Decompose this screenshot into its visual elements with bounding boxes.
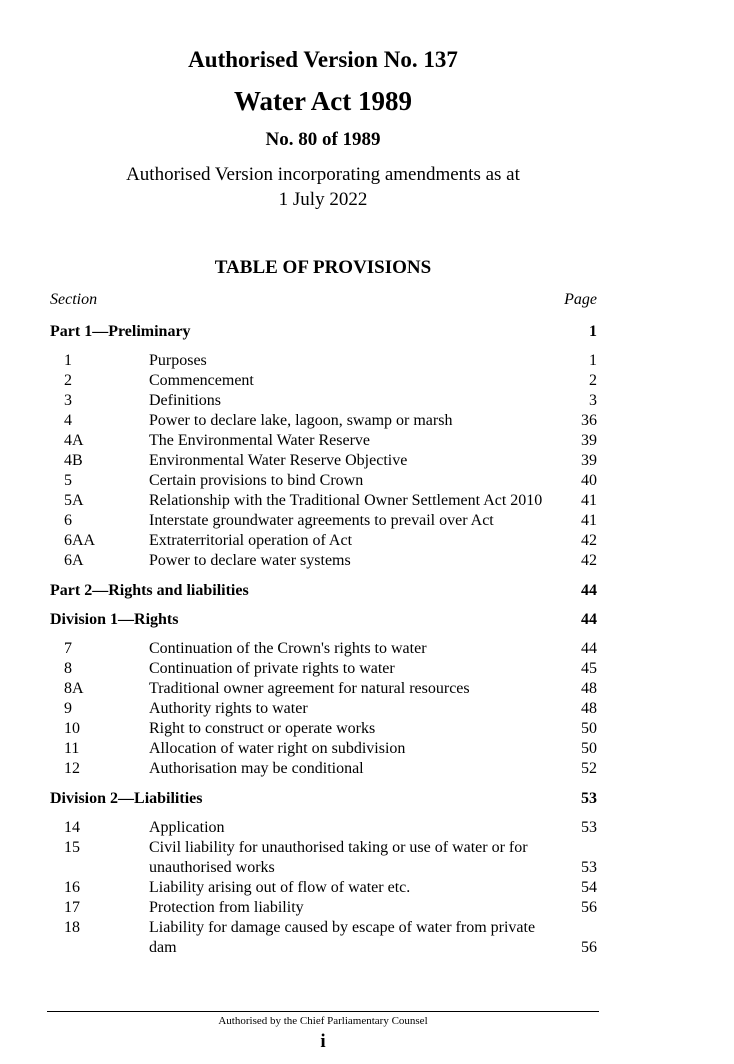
toc-entry-page: 53 xyxy=(581,819,597,836)
toc-entry-number: 11 xyxy=(64,740,80,757)
toc-entry-page: 2 xyxy=(589,372,597,389)
toc-heading xyxy=(50,581,597,601)
toc-entry-number: 5A xyxy=(64,492,84,509)
toc-entry-number: 7 xyxy=(64,640,72,657)
toc-entry-number: 4A xyxy=(64,432,84,449)
toc-entry xyxy=(50,551,597,571)
toc-entry-title: Liability for damage caused by escape of water from private dam xyxy=(149,919,536,956)
toc-entry-title: Allocation of water right on subdivision xyxy=(149,740,406,757)
toc-entry xyxy=(50,878,597,898)
toc-heading xyxy=(50,322,597,342)
toc-entry-title: Liability arising out of flow of water etc. xyxy=(149,879,411,896)
toc-entry-number: 8 xyxy=(64,660,72,677)
toc-entry-number: 4 xyxy=(64,412,72,429)
toc-entry-page: 48 xyxy=(581,680,597,697)
toc-heading-page: 1 xyxy=(589,323,597,340)
toc-entry-title: Definitions xyxy=(149,392,221,409)
toc-heading-title: Division 1—Rights xyxy=(50,611,179,628)
toc-entry xyxy=(50,391,597,411)
toc-entry-group xyxy=(50,351,597,571)
toc-entry-title: Civil liability for unauthorised taking or use of water or for unauthorised works xyxy=(149,839,528,876)
toc-heading xyxy=(50,789,597,809)
toc-entry xyxy=(50,838,597,878)
toc-entry xyxy=(50,739,597,759)
toc-entry-number: 3 xyxy=(64,392,72,409)
toc-entry-number: 4B xyxy=(64,452,83,469)
toc-entry-number: 15 xyxy=(64,839,80,856)
act-number: No. 80 of 1989 xyxy=(265,129,381,150)
toc-heading-title: Part 1—Preliminary xyxy=(50,323,191,340)
toc-heading-title: Part 2—Rights and liabilities xyxy=(50,582,249,599)
toc-title: TABLE OF PROVISIONS xyxy=(214,257,432,278)
toc-entry-page: 44 xyxy=(581,640,597,657)
toc-entry-number: 16 xyxy=(64,879,80,896)
toc-heading-page: 44 xyxy=(581,611,597,628)
toc-entry-title: Certain provisions to bind Crown xyxy=(149,472,364,489)
toc-entry-page: 36 xyxy=(581,412,597,429)
toc-entry-number: 5 xyxy=(64,472,72,489)
toc-entry xyxy=(50,699,597,719)
toc-entry-title: The Environmental Water Reserve xyxy=(149,432,370,449)
toc-entry xyxy=(50,531,597,551)
toc-entry-number: 17 xyxy=(64,899,80,916)
toc-entry xyxy=(50,491,597,511)
toc-entry-title: Environmental Water Reserve Objective xyxy=(149,452,408,469)
toc-entry-page: 42 xyxy=(581,532,597,549)
toc-entry-title: Continuation of the Crown's rights to water xyxy=(149,640,427,657)
toc-entry xyxy=(50,371,597,391)
toc-entry-title: Relationship with the Traditional Owner Settlement Act 2010 xyxy=(149,492,543,509)
footer-rule xyxy=(47,1011,599,1012)
section-column-header: Section xyxy=(50,291,98,308)
toc-entry xyxy=(50,431,597,451)
toc-entry-page: 45 xyxy=(581,660,597,677)
toc-entry-number: 6AA xyxy=(64,532,96,549)
toc-entry-title: Purposes xyxy=(149,352,207,369)
toc-entry-title: Traditional owner agreement for natural resources xyxy=(149,680,470,697)
toc-entry xyxy=(50,351,597,371)
toc-entry-page: 3 xyxy=(589,392,597,409)
toc-entry xyxy=(50,719,597,739)
toc-entry-number: 18 xyxy=(64,919,80,936)
toc-entry-page: 56 xyxy=(581,939,597,956)
toc-entry-number: 10 xyxy=(64,720,80,737)
toc-entry-page: 48 xyxy=(581,700,597,717)
toc-entry-page: 1 xyxy=(589,352,597,369)
page-column-header: Page xyxy=(564,291,597,308)
toc-entry-page: 42 xyxy=(581,552,597,569)
toc-entry-number: 2 xyxy=(64,372,72,389)
toc-entry-number: 6A xyxy=(64,552,84,569)
toc-entry-number: 1 xyxy=(64,352,72,369)
toc-entry-page: 39 xyxy=(581,432,597,449)
toc-entry xyxy=(50,471,597,491)
toc-entry-title: Power to declare lake, lagoon, swamp or marsh xyxy=(149,412,453,429)
toc-entry xyxy=(50,759,597,779)
toc-entry-title: Application xyxy=(149,819,225,836)
toc-entry-number: 12 xyxy=(64,760,80,777)
incorporating-line-2: 1 July 2022 xyxy=(278,189,368,210)
toc-entry-title: Extraterritorial operation of Act xyxy=(149,532,353,549)
toc-entry xyxy=(50,818,597,838)
toc-entry-page: 50 xyxy=(581,720,597,737)
toc-entry-title: Commencement xyxy=(149,372,254,389)
toc-entry xyxy=(50,639,597,659)
toc-entry-title: Power to declare water systems xyxy=(149,552,351,569)
toc-entry-number: 9 xyxy=(64,700,72,717)
toc-entry-page: 53 xyxy=(581,859,597,876)
toc-entry-page: 41 xyxy=(581,492,597,509)
toc-entry xyxy=(50,659,597,679)
toc-entry-group xyxy=(50,639,597,779)
toc-entry-title: Continuation of private rights to water xyxy=(149,660,395,677)
toc-heading-page: 44 xyxy=(581,582,597,599)
toc-entry-title: Interstate groundwater agreements to prevail over Act xyxy=(149,512,494,529)
toc-entry-page: 50 xyxy=(581,740,597,757)
toc-entry-page: 54 xyxy=(581,879,597,896)
toc-entry-page: 40 xyxy=(581,472,597,489)
page-folio: i xyxy=(320,1031,326,1052)
toc-entry-number: 14 xyxy=(64,819,80,836)
toc-entry-number: 6 xyxy=(64,512,72,529)
toc-entry xyxy=(50,511,597,531)
toc-heading-page: 53 xyxy=(581,790,597,807)
toc-entry-number: 8A xyxy=(64,680,84,697)
toc-entry-page: 52 xyxy=(581,760,597,777)
toc-entry-group xyxy=(50,818,597,958)
act-title: Water Act 1989 xyxy=(234,86,412,116)
toc-entry-page: 56 xyxy=(581,899,597,916)
toc-entry-title: Right to construct or operate works xyxy=(149,720,376,737)
incorporating-note xyxy=(0,162,646,212)
toc-entry xyxy=(50,918,597,958)
toc-entry-page: 41 xyxy=(581,512,597,529)
toc-heading-title: Division 2—Liabilities xyxy=(50,790,203,807)
toc-entry-title: Authorisation may be conditional xyxy=(149,760,364,777)
toc-entry-page: 39 xyxy=(581,452,597,469)
footer-authorised-by: Authorised by the Chief Parliamentary Counsel xyxy=(218,1015,428,1027)
toc-entry xyxy=(50,898,597,918)
toc-entry-title: Authority rights to water xyxy=(149,700,308,717)
toc-entry xyxy=(50,451,597,471)
toc-entry xyxy=(50,679,597,699)
toc-heading xyxy=(50,610,597,630)
version-title: Authorised Version No. 137 xyxy=(188,47,458,72)
toc-entry xyxy=(50,411,597,431)
table-of-provisions xyxy=(50,320,597,968)
toc-entry-title: Protection from liability xyxy=(149,899,304,916)
incorporating-line-1: Authorised Version incorporating amendments as at xyxy=(126,164,520,185)
